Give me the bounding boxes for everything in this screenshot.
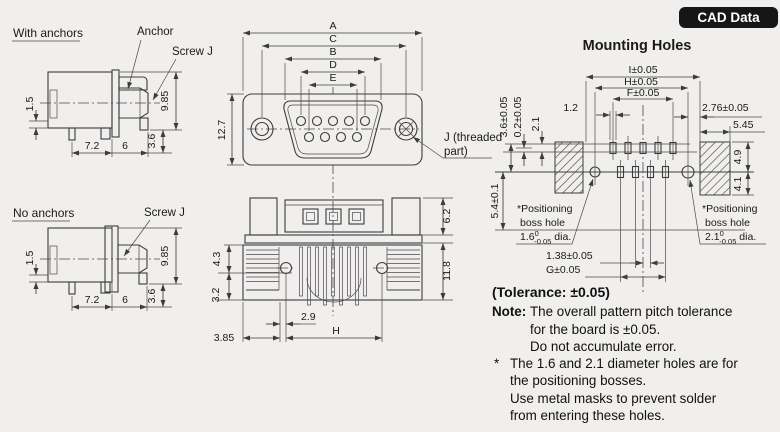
dim-2-1-label: 2.1 bbox=[530, 116, 542, 132]
dim-9-85: 9.85 bbox=[159, 245, 171, 267]
note-label: Note: bbox=[492, 304, 527, 320]
dim-height bbox=[120, 72, 182, 130]
dim-11-8-label: 11.8 bbox=[441, 261, 453, 281]
dim-6: 6 bbox=[122, 294, 128, 306]
boss-right-line2: boss hole bbox=[705, 217, 750, 229]
dim-1-2-label: 1.2 bbox=[563, 102, 578, 114]
mounting-pad-left bbox=[555, 142, 583, 193]
dim-12-7 bbox=[216, 94, 244, 165]
dim-c-label: C bbox=[329, 33, 337, 45]
mounting-holes-title: Mounting Holes bbox=[582, 38, 692, 54]
dim-5-45-label: 5.45 bbox=[733, 119, 754, 131]
dim-2-1 bbox=[530, 117, 542, 166]
boss-right-sup: 0 bbox=[719, 229, 724, 238]
dim-7-2: 7.2 bbox=[84, 294, 100, 306]
dim-1-5: 1.5 bbox=[24, 96, 36, 112]
dim-3-6-005-label: 3.6±0.05 bbox=[498, 96, 510, 138]
dim-i-label: I±0.05 bbox=[628, 64, 658, 76]
view-no-anchors bbox=[12, 206, 185, 311]
footnote-line-4: from entering these holes. bbox=[510, 408, 665, 424]
with-anchors-title: With anchors bbox=[13, 26, 84, 40]
dim-b-label: B bbox=[329, 46, 337, 58]
dim-3-6: 3.6 bbox=[146, 288, 158, 304]
dim-d-label: D bbox=[329, 59, 337, 71]
dim-4-1-label: 4.1 bbox=[732, 176, 744, 192]
dim-h-span bbox=[286, 274, 382, 342]
dim-g bbox=[546, 264, 666, 277]
thread-callout bbox=[413, 132, 502, 158]
dim-3-2-label: 3.2 bbox=[210, 287, 222, 303]
boss-left-dia bbox=[520, 229, 571, 246]
dim-5-4 bbox=[489, 172, 503, 230]
footnote-line-3: Use metal masks to prevent solder bbox=[510, 390, 717, 406]
dim-7-2: 7.2 bbox=[84, 140, 100, 152]
boss-right-line1: *Positioning bbox=[702, 203, 758, 215]
view-front bbox=[216, 20, 502, 316]
dim-4-1 bbox=[732, 172, 754, 195]
boss-left-sub: -0.05 bbox=[534, 237, 552, 246]
dim-2-76 bbox=[674, 102, 762, 117]
dim-f-label: F±0.05 bbox=[626, 87, 660, 99]
dim-height bbox=[118, 228, 182, 284]
dim-0-2-005-label: 0.2±0.05 bbox=[512, 96, 524, 138]
boss-right-sub: -0.05 bbox=[719, 237, 737, 246]
dim-2-9-label: 2.9 bbox=[301, 311, 316, 323]
dim-11-8 bbox=[423, 243, 453, 300]
view-rear bbox=[210, 198, 453, 344]
boss-right-suffix: dia. bbox=[736, 231, 757, 243]
dim-a-label: A bbox=[329, 20, 337, 32]
mounting-pad-right bbox=[700, 142, 730, 195]
dim-6: 6 bbox=[122, 140, 128, 152]
view-mounting-holes bbox=[489, 38, 766, 292]
boss-left-suffix: dia. bbox=[551, 231, 572, 243]
no-anchors-title: No anchors bbox=[13, 206, 75, 220]
dim-h-label: H±0.05 bbox=[624, 76, 658, 88]
footnote-asterisk: * bbox=[494, 356, 500, 372]
cad-data-button[interactable] bbox=[679, 7, 778, 28]
boss-left-line2: boss hole bbox=[520, 217, 565, 229]
footnote-line-2: the positioning bosses. bbox=[510, 373, 647, 389]
dim-1-38-label: 1.38±0.05 bbox=[546, 250, 593, 262]
dim-3-85 bbox=[214, 302, 280, 344]
dim-3-6-005 bbox=[498, 96, 511, 172]
boss-left-line1: *Positioning bbox=[517, 203, 573, 215]
screw-j-label: Screw J bbox=[144, 207, 185, 219]
dim-5-4-label: 5.4±0.1 bbox=[489, 183, 501, 219]
tolerance-heading: (Tolerance: ±0.05) bbox=[492, 284, 610, 300]
dim-6-2-label: 6.2 bbox=[441, 208, 453, 224]
dim-bottom-row bbox=[72, 284, 172, 311]
notes-block bbox=[492, 284, 780, 424]
dim-1-38 bbox=[546, 250, 664, 263]
dim-4-9 bbox=[732, 142, 754, 172]
anchor-label: Anchor bbox=[137, 26, 174, 38]
boss-left-val: 1.6 bbox=[520, 231, 535, 243]
thread-label-line1: J (threaded bbox=[444, 132, 503, 144]
solder-pins bbox=[300, 247, 367, 305]
boss-right-dia bbox=[705, 229, 756, 246]
dim-3-6: 3.6 bbox=[146, 133, 158, 149]
screw-j-label: Screw J bbox=[172, 46, 213, 58]
view-with-anchors bbox=[12, 26, 213, 157]
dim-5-45 bbox=[700, 119, 765, 142]
dim-bottom-row bbox=[72, 130, 172, 157]
thread-label-line2: part) bbox=[444, 146, 468, 158]
dim-3-85-label: 3.85 bbox=[213, 332, 235, 344]
footnote-line-1: The 1.6 and 2.1 diameter holes are for bbox=[510, 356, 738, 372]
dim-f bbox=[613, 87, 673, 99]
dim-e-label: E bbox=[329, 72, 337, 84]
dim-4-9-label: 4.9 bbox=[732, 149, 744, 165]
dim-0-2-005 bbox=[512, 96, 524, 166]
dim-4-3-label: 4.3 bbox=[211, 251, 223, 267]
dim-1-5: 1.5 bbox=[24, 250, 36, 266]
dim-h-label: H bbox=[332, 325, 340, 337]
dim-g-label: G±0.05 bbox=[546, 264, 581, 276]
boss-left-sup: 0 bbox=[534, 229, 539, 238]
dim-9-85: 9.85 bbox=[159, 90, 171, 112]
note-line-2: for the board is ±0.05. bbox=[530, 321, 661, 337]
boss-right-val: 2.1 bbox=[705, 231, 720, 243]
dim-3-2 bbox=[210, 273, 244, 302]
dim-2-9 bbox=[266, 274, 316, 342]
dim-12-7-label: 12.7 bbox=[216, 119, 228, 141]
note-line-3: Do not accumulate error. bbox=[530, 338, 677, 354]
dim-1-2 bbox=[563, 102, 630, 140]
note-line-1: The overall pattern pitch tolerance bbox=[530, 304, 733, 320]
dim-2-76-label: 2.76±0.05 bbox=[702, 102, 749, 114]
cad-data-label: CAD Data bbox=[697, 10, 760, 25]
dim-pin-offset bbox=[24, 251, 48, 294]
dim-6-2 bbox=[423, 198, 453, 235]
